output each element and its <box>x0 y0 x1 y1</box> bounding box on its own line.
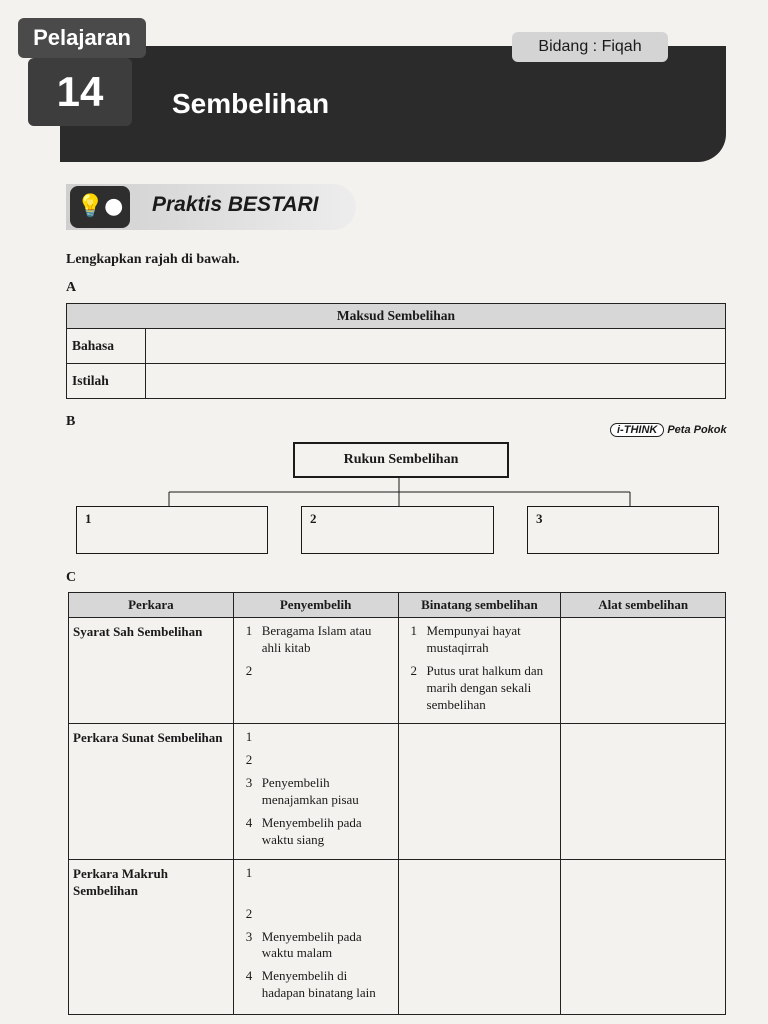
section-b-label: B <box>66 414 76 429</box>
rukun-root-box: Rukun Sembelihan <box>293 442 509 478</box>
item-number: 2 <box>245 752 253 768</box>
alat-cell[interactable] <box>561 618 726 724</box>
ithink-badge: i-THINK <box>610 423 664 437</box>
branch-number: 1 <box>85 511 92 526</box>
answer-blank[interactable] <box>262 865 392 882</box>
col-header-perkara: Perkara <box>69 593 234 618</box>
item-number: 1 <box>245 864 253 880</box>
item-number: 4 <box>245 968 253 984</box>
perkara-table <box>68 592 726 1015</box>
answer-blank[interactable] <box>262 663 392 680</box>
item-text: Putus urat halkum dan marih dengan sekali sembelihan <box>426 662 544 712</box>
item-text: Menyembelih di hadapan binatang lain <box>261 968 376 1001</box>
rukun-branch-1[interactable] <box>76 506 268 554</box>
item-text: Menyembelih pada waktu malam <box>261 928 362 961</box>
answer-blank[interactable] <box>262 752 392 769</box>
row-title-sunat: Perkara Sunat Sembelihan <box>69 724 234 859</box>
field-badge: Bidang : Fiqah <box>512 32 668 62</box>
table-row <box>69 724 726 859</box>
row-label-istilah: Istilah <box>67 364 146 399</box>
row-title-syarat: Syarat Sah Sembelihan <box>69 618 234 724</box>
col-header-binatang: Binatang sembelihan <box>398 593 561 618</box>
penyembelih-cell[interactable] <box>233 859 398 1014</box>
col-header-alat: Alat sembelihan <box>561 593 726 618</box>
answer-blank[interactable] <box>262 906 392 923</box>
col-header-penyembelih: Penyembelih <box>233 593 398 618</box>
item-number: 2 <box>245 662 253 678</box>
instruction-text: Lengkapkan rajah di bawah. <box>66 252 240 267</box>
banner-title: Praktis BESTARI <box>152 193 319 216</box>
item-number: 1 <box>410 623 418 638</box>
branch-number: 3 <box>536 511 543 526</box>
item-number: 4 <box>245 815 253 831</box>
item-text: Menyembelih pada waktu siang <box>261 815 362 847</box>
item-text: Mempunyai hayat mustaqirrah <box>426 623 521 655</box>
item-number: 1 <box>245 729 253 745</box>
section-a-label: A <box>66 280 77 295</box>
rukun-branch-3[interactable] <box>527 506 719 554</box>
answer-blank[interactable] <box>262 729 392 746</box>
section-c-label: C <box>66 570 77 585</box>
lightbulb-person-icon: 💡● <box>70 186 130 228</box>
item-number: 3 <box>245 775 253 791</box>
maksud-table-title: Maksud Sembelihan <box>67 304 726 329</box>
penyembelih-cell[interactable] <box>233 618 398 724</box>
ithink-map-type: Peta Pokok <box>667 424 727 436</box>
lesson-word: Pelajaran <box>18 18 146 58</box>
item-number: 1 <box>245 623 253 638</box>
alat-cell[interactable] <box>561 859 726 1014</box>
table-row <box>69 859 726 1014</box>
binatang-cell[interactable] <box>398 859 561 1014</box>
binatang-cell[interactable] <box>398 724 561 859</box>
row-label-bahasa: Bahasa <box>67 329 146 364</box>
rukun-branch-2[interactable] <box>301 506 494 554</box>
item-text: Beragama Islam atau ahli kitab <box>261 623 372 655</box>
lesson-number: 14 <box>28 58 132 126</box>
item-number: 3 <box>245 928 253 944</box>
table-header-row <box>69 593 726 618</box>
page-title: Sembelihan <box>172 88 330 119</box>
item-number: 2 <box>245 905 253 921</box>
row-title-makruh: Perkara Makruh Sembelihan <box>69 859 234 1014</box>
penyembelih-cell[interactable] <box>233 724 398 859</box>
item-number: 2 <box>410 662 418 678</box>
branch-number: 2 <box>310 511 317 526</box>
item-text: Penyembelih menajamkan pisau <box>261 775 359 808</box>
table-row <box>69 618 726 724</box>
alat-cell[interactable] <box>561 724 726 859</box>
binatang-cell <box>398 618 561 724</box>
